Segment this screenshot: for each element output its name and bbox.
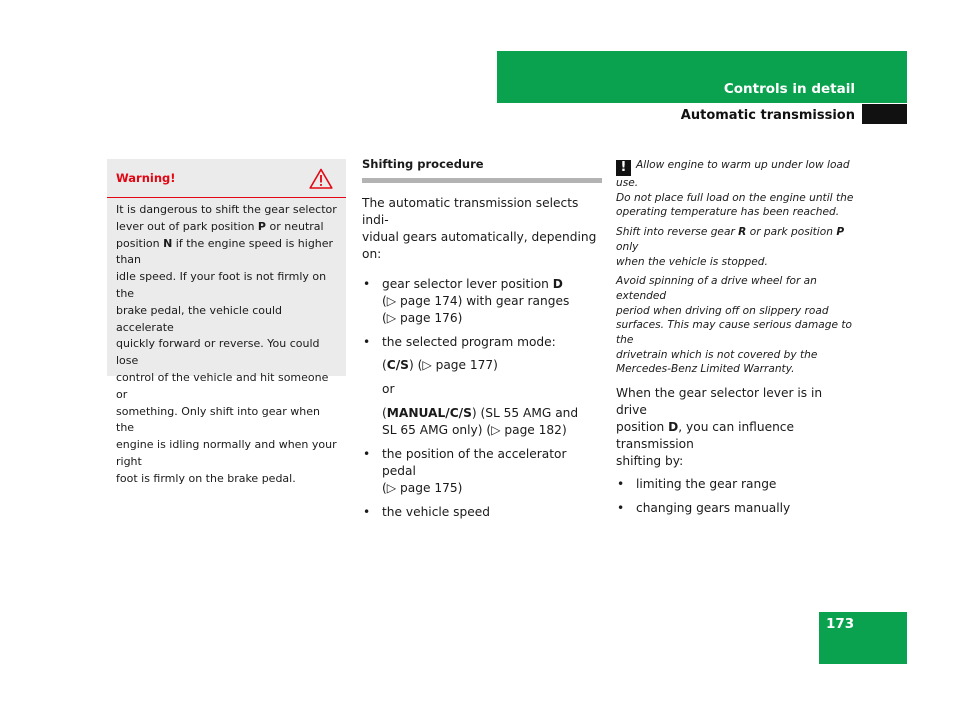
warning-line: foot is firmly on the brake pedal. xyxy=(116,471,296,485)
heading-rule xyxy=(362,178,602,183)
warning-line: lever out of park position P or neutral xyxy=(116,219,324,233)
warning-box xyxy=(107,159,346,485)
warning-line: control of the vehicle and hit someone or xyxy=(116,370,329,401)
list-item: • the position of the accelerator pedal (▷ page 175) xyxy=(363,447,567,495)
warning-line: It is dangerous to shift the gear selector xyxy=(116,203,337,216)
note-column xyxy=(616,158,856,517)
warning-line: position N if the engine speed is higher than xyxy=(116,236,334,267)
warning-line: something. Only shift into gear when the xyxy=(116,404,320,435)
page-number: 173 xyxy=(826,616,855,632)
shifting-procedure-section xyxy=(362,156,602,521)
warning-line: idle speed. If your foot is not firmly on the xyxy=(116,270,327,300)
warning-triangle-icon xyxy=(309,168,333,189)
influence-list xyxy=(616,476,856,517)
section-heading: Shifting procedure xyxy=(362,157,484,171)
warning-text xyxy=(107,198,346,488)
warning-line: quickly forward or reverse. You could lose xyxy=(116,337,320,368)
list-item: • gear selector lever position D (▷ page 174) with gear ranges (▷ page 176) xyxy=(363,277,570,325)
warning-header xyxy=(107,159,346,198)
exclamation-icon: ! xyxy=(616,160,631,176)
warning-line: engine is idling normally and when your right xyxy=(116,438,337,468)
section-title: Controls in detail xyxy=(723,81,855,97)
caution-note: ! Allow engine to warm up under low load use. Do not place full load on the engine until the operating temperature has been reached. Shift into reverse gear R or park position P only when the vehicle is stopped. Avoid spinning of a drive wheel for an extended period when driving off on slippery road surfaces. This may cause serious damage to the drivetrain which is not covered by the Mercedes-Benz Limited Warranty. xyxy=(616,159,854,376)
warning-title: Warning! xyxy=(116,171,176,185)
page-number-box xyxy=(819,612,907,664)
list-item: • the vehicle speed xyxy=(363,505,490,519)
list-item: • the selected program mode: (C/S) (▷ page 177) or (MANUAL/C/S) (SL 55 AMG and SL 65 AMG only) (▷ page 182) xyxy=(363,335,579,437)
subsection-tab-marker xyxy=(862,104,907,124)
list-item: • changing gears manually xyxy=(617,501,791,516)
section-header-band xyxy=(497,51,907,103)
subsection-title: Automatic transmission xyxy=(680,108,855,123)
intro-paragraph: The automatic transmission selects indi- vidual gears automatically, depending on: xyxy=(362,196,597,261)
warning-line: brake pedal, the vehicle could accelerate xyxy=(116,303,283,334)
drive-paragraph: When the gear selector lever is in drive position D, you can influence transmission shifting by: xyxy=(616,386,823,469)
list-item: • limiting the gear range xyxy=(617,477,777,492)
criteria-list xyxy=(362,276,602,521)
